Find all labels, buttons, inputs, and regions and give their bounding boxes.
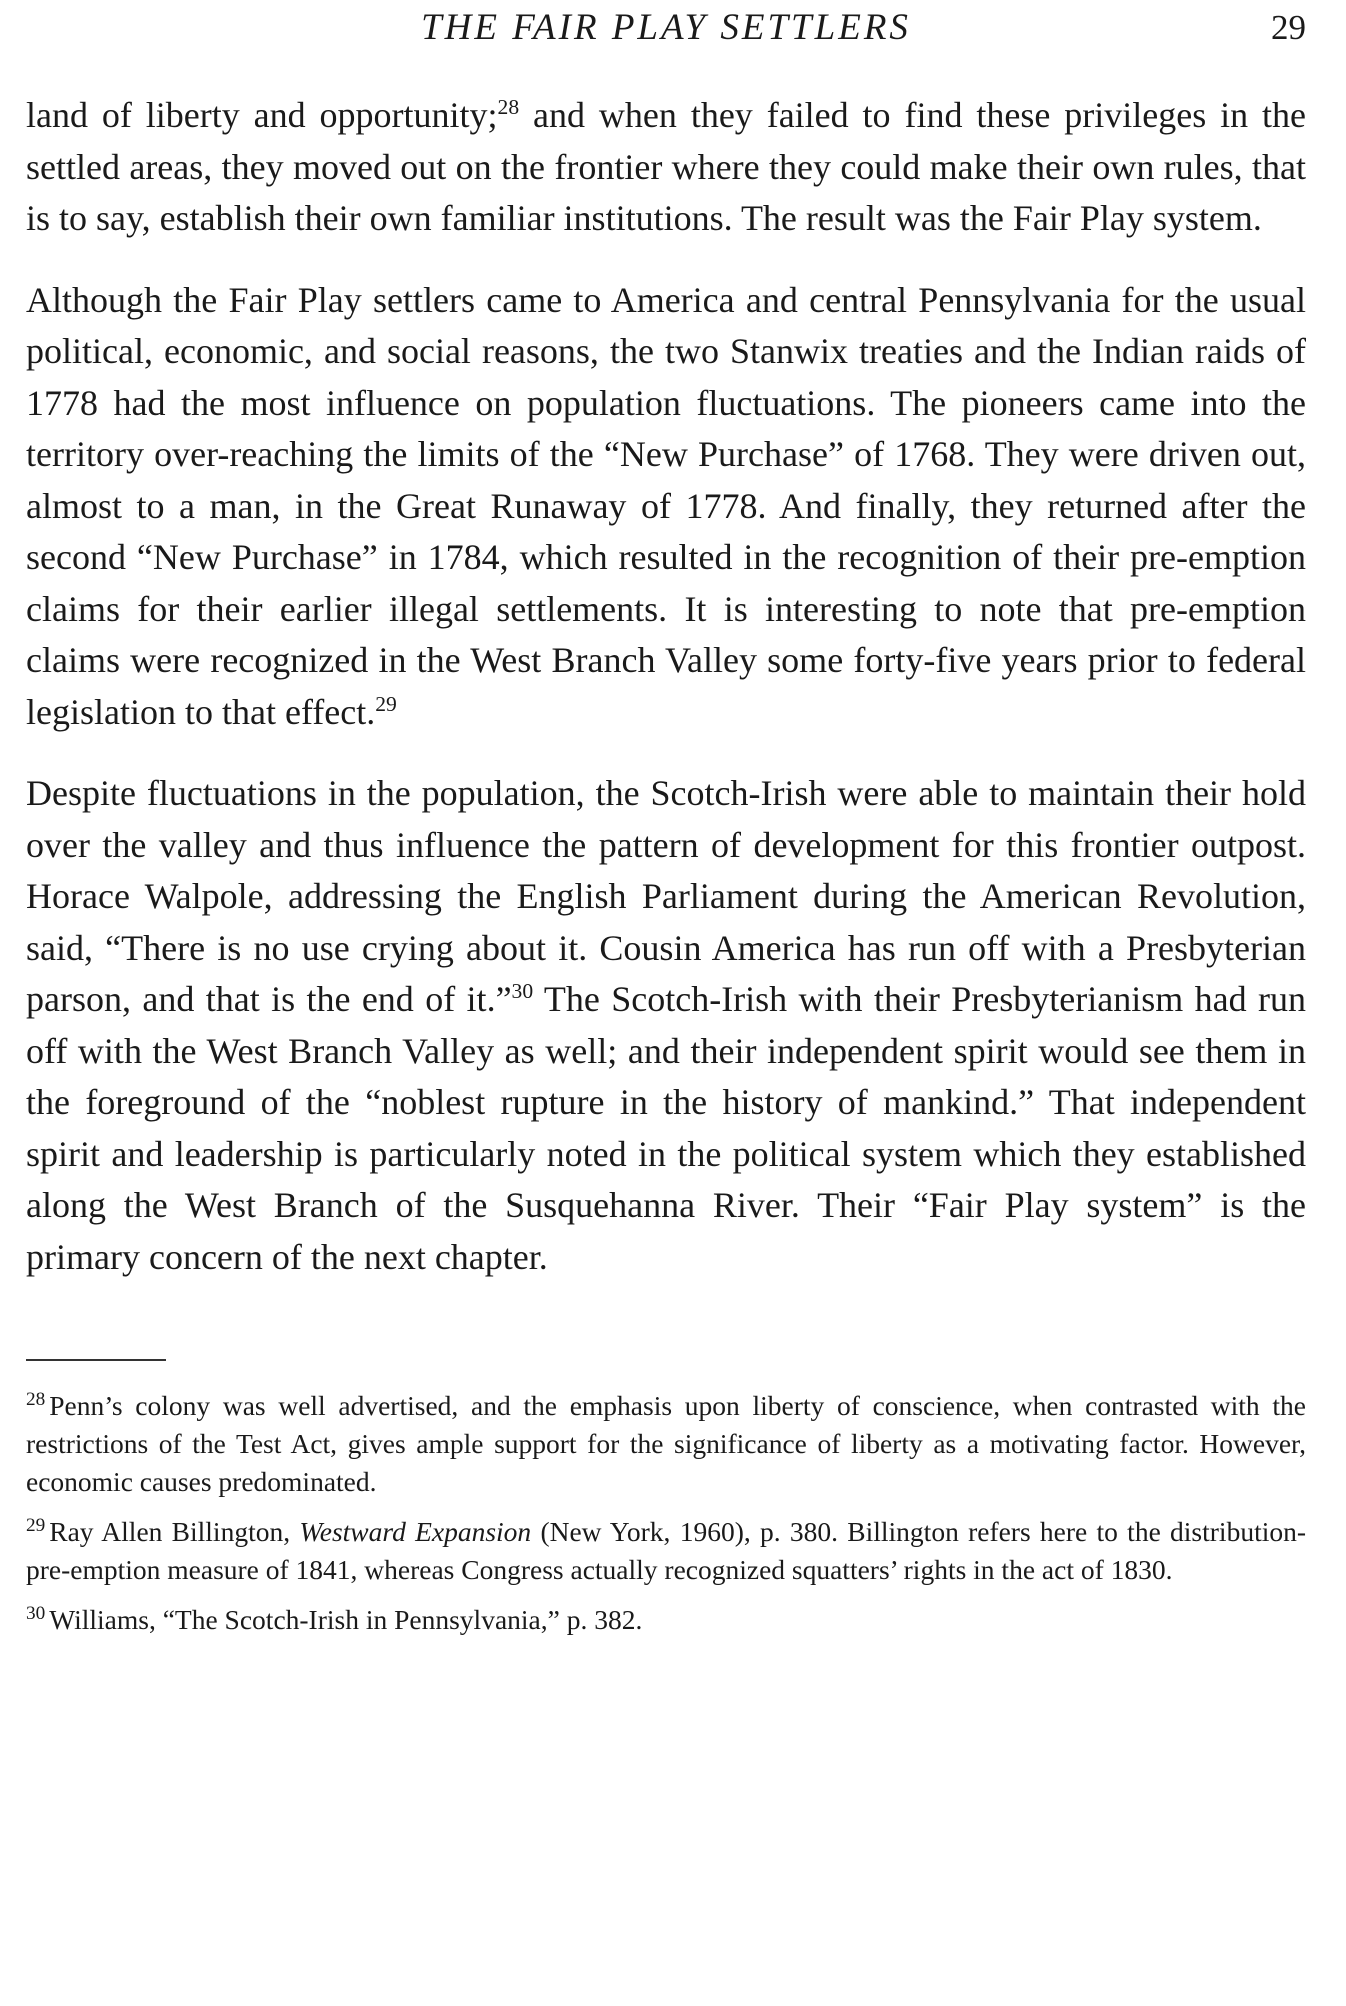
footnote-29-book-title: Westward Expansion [299, 1516, 532, 1547]
footnote-28-text: Penn’s colony was well advertised, and the emphasis upon liberty of conscience, when contrasted with the restrictions of the Test Act, gives ample support for the significance of liberty as a motivating factor. However, economic causes predominated. [26, 1390, 1306, 1497]
running-head: THE FAIR PLAY SETTLERS [421, 7, 911, 48]
paragraph-1-text-b: and when they failed to find these privileges in the settled areas, they moved out on the frontier where they could make their own rules, that is to say, establish their own familiar institutions. The result was the Fair Play system. [26, 95, 1306, 238]
footnote-29-number: 29 [26, 1514, 46, 1536]
footnote-29-text-a: Ray Allen Billington, [49, 1516, 300, 1547]
footnote-ref-30: 30 [511, 979, 534, 1003]
footnote-29-text-b: (New York, 1960), p. 380. Billington refers here to the distribution-pre-emption measure of 1841, whereas Congress actually recognized squatters’ rights in the act of 1830. [26, 1516, 1307, 1585]
footnote-28-number: 28 [26, 1388, 46, 1410]
paragraph-3-text-a: Despite fluctuations in the population, the Scotch-Irish were able to maintain their hold over the valley and thus influence the pattern of development for this frontier outpost. Horace Walpole, addressing the English Parliament during the American Revolution, said, “There is no use crying about it. Cousin America has run off with a Presbyterian parson, and that is the end of it.” [26, 773, 1306, 1019]
footnote-30-number: 30 [26, 1602, 46, 1624]
paragraph-1 [26, 90, 1306, 245]
footnote-30 [26, 1601, 1306, 1639]
footnote-30-text: Williams, “The Scotch-Irish in Pennsylvania,” p. 382. [49, 1604, 643, 1635]
footnote-ref-29: 29 [375, 691, 397, 716]
footnote-ref-28: 28 [497, 95, 520, 119]
paragraph-2-text-a: Although the Fair Play settlers came to America and central Pennsylvania for the usual political, economic, and social reasons, the two Stanwix treaties and the Indian raids of 1778 had the most influence on population fluctuations. The pioneers came into the territory over-reaching the limits of the “New Purchase” of 1768. They were driven out, almost to a man, in the Great Runaway of 1778. And finally, they returned after the second “New Purchase” in 1784, which resulted in the recognition of their pre-emption claims for their earlier illegal settlements. It is interesting to note that pre-emption claims were recognized in the West Branch Valley some forty-five years prior to federal legislation to that effect. [26, 279, 1306, 732]
page-header [26, 0, 1306, 80]
paragraph-2 [26, 275, 1306, 739]
footnote-29 [26, 1513, 1306, 1589]
footnotes [26, 1387, 1306, 1639]
body-text [26, 90, 1306, 1283]
footnote-divider [26, 1359, 166, 1361]
page-number: 29 [1271, 8, 1306, 47]
paragraph-1-text-a: land of liberty and opportunity; [26, 95, 498, 135]
paragraph-3-text-b: The Scotch-Irish with their Presbyterianism had run off with the West Branch Valley as well; and their independent spirit would see them in the foreground of the “noblest rupture in the history of mankind.” That independent spirit and leadership is particularly noted in the political system which they established along the West Branch of the Susquehanna River. Their “Fair Play system” is the primary concern of the next chapter. [26, 979, 1306, 1277]
footnote-28 [26, 1387, 1306, 1501]
paragraph-3 [26, 768, 1306, 1283]
